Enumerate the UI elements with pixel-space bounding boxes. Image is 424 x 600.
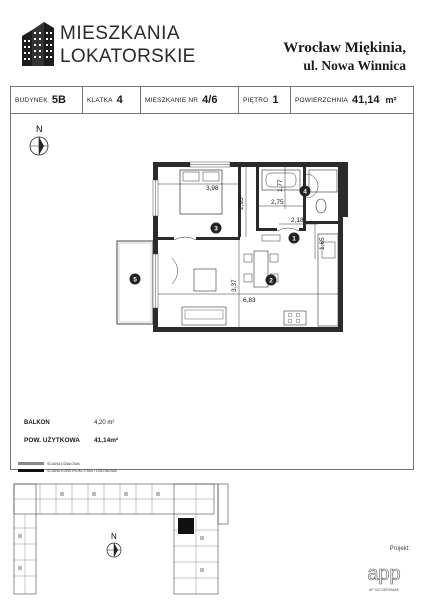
address-city: Wrocław Miękinia, <box>283 40 406 56</box>
room-marker-1: 1 <box>292 235 296 243</box>
architect-logo <box>362 558 406 594</box>
brand-line-1: MIESZKANIA <box>60 23 181 44</box>
dim-bath-depth: 1,77 <box>277 179 284 192</box>
highlighted-apartment <box>178 518 194 534</box>
info-area-label: POWIERZCHNIA <box>295 96 348 104</box>
stat-balcony <box>24 420 118 437</box>
dim-bedroom-width: 3,98 <box>206 185 219 192</box>
info-area <box>291 87 413 113</box>
bed <box>180 170 222 214</box>
sofa <box>182 269 226 325</box>
brand-line-2: LOKATORSKIE <box>60 46 196 67</box>
building-logo-icon <box>20 20 56 66</box>
keyplan-north-label: N <box>111 532 117 541</box>
info-area-value: 41,14 <box>351 94 380 106</box>
stat-usable <box>24 437 118 454</box>
info-apartment-value: 4/6 <box>202 94 218 106</box>
info-apartment <box>141 87 239 113</box>
info-building <box>11 87 83 113</box>
info-floor <box>239 87 291 113</box>
apartment-info-bar <box>10 86 414 114</box>
legend-structural-swatch <box>18 469 44 472</box>
legend-partition <box>18 460 117 467</box>
architect-logo-text: app <box>367 563 401 585</box>
architect-logo-sub: AP SZCZEPANIAK <box>368 588 400 592</box>
info-stair-value: 4 <box>116 94 123 106</box>
address-block <box>283 40 406 74</box>
dim-bath-width: 2,75 <box>271 199 284 206</box>
room-marker-4: 4 <box>303 188 307 196</box>
floor-plan <box>0 114 424 414</box>
info-area-unit: m² <box>385 95 397 105</box>
info-stair <box>83 87 141 113</box>
stat-usable-label: POW. UŻYTKOWA <box>24 437 80 444</box>
projekt-label: Projekt: <box>389 546 410 552</box>
north-label: N <box>36 124 43 134</box>
area-summary <box>24 420 118 454</box>
room-marker-3: 3 <box>214 225 218 233</box>
dim-hall-width: 2,18 <box>291 217 304 224</box>
room-marker-2: 2 <box>269 277 273 285</box>
address-street: ul. Nowa Winnica <box>303 58 406 73</box>
dim-hall-depth: 1,65 <box>319 237 326 250</box>
stat-usable-value: 41,14m² <box>94 437 119 444</box>
legend-structural <box>18 467 117 474</box>
room-marker-5: 5 <box>133 276 137 284</box>
building-key-plan <box>0 478 424 600</box>
kitchen-counter <box>284 234 338 326</box>
dim-bedroom-depth: 2,95 <box>238 197 245 210</box>
legend-partition-label: ŚCIANA DZIAŁOWA <box>47 461 80 466</box>
info-floor-label: PIĘTRO <box>243 96 269 104</box>
keyplan-north-icon <box>107 543 121 557</box>
legend-structural-label: ŚCIANA KONSTRUKCYJNA I OSŁONOWA <box>47 468 117 473</box>
dim-living-width: 6,83 <box>243 297 256 304</box>
bathroom-fixtures <box>262 170 337 213</box>
wall-legend <box>18 460 117 474</box>
info-apartment-label: MIESZKANIE NR <box>145 96 199 104</box>
legend-partition-swatch <box>18 462 44 465</box>
info-stair-label: KLATKA <box>87 96 113 104</box>
info-building-value: 5B <box>51 94 66 106</box>
dim-living-depth: 3,37 <box>231 279 238 292</box>
info-floor-value: 1 <box>272 94 279 106</box>
brand-logo <box>20 20 196 68</box>
stat-balcony-label: BALKON <box>24 420 50 426</box>
north-compass-icon <box>30 137 48 155</box>
info-building-label: BUDYNEK <box>15 96 48 104</box>
stat-balcony-value: 4,20 m² <box>94 420 115 426</box>
